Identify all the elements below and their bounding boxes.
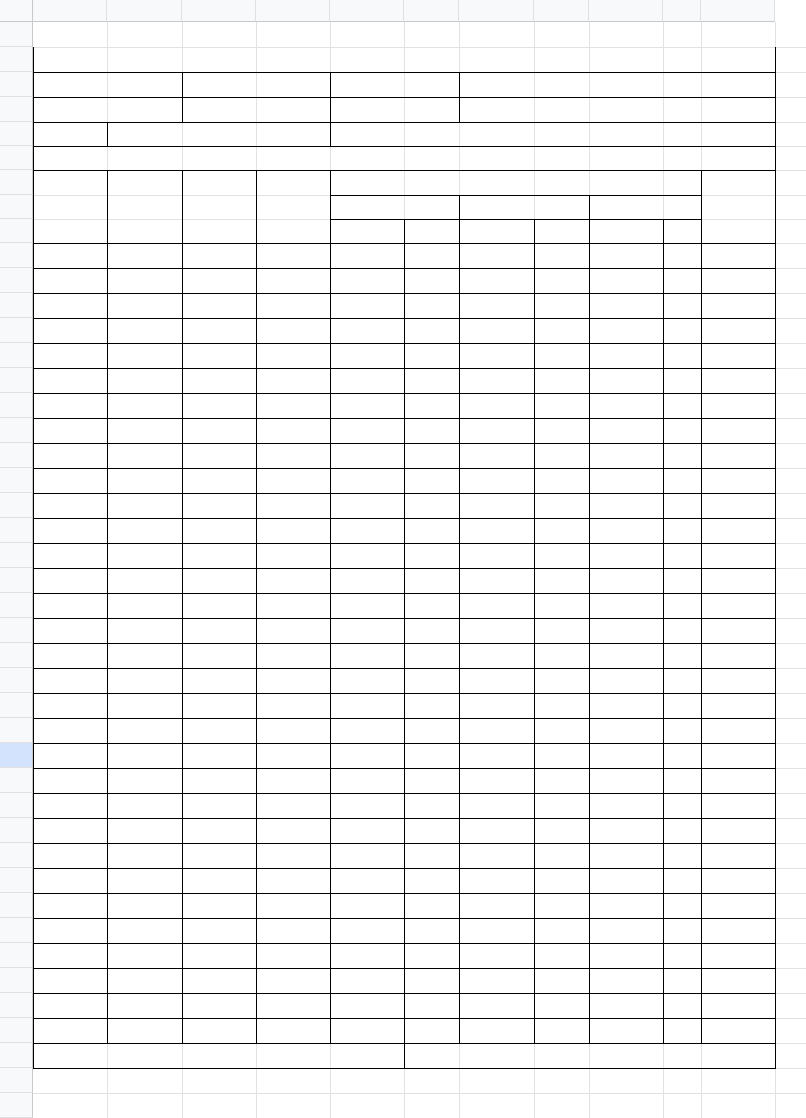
- header-min[interactable]: [330, 195, 459, 219]
- row-header-34[interactable]: [0, 843, 33, 868]
- row-31-sr[interactable]: [33, 968, 107, 993]
- page-title[interactable]: [33, 47, 775, 72]
- row-20-max[interactable]: [459, 693, 549, 718]
- header-dispatch-2[interactable]: [258, 195, 330, 219]
- row-20-sr[interactable]: [33, 693, 107, 718]
- row-9-name[interactable]: [110, 418, 182, 443]
- row-header-30[interactable]: [0, 743, 33, 768]
- row-header-38[interactable]: [0, 943, 33, 968]
- header-max[interactable]: [459, 195, 589, 219]
- row-6-name[interactable]: [110, 343, 182, 368]
- row-header-18[interactable]: [0, 443, 33, 468]
- row-3-arrival[interactable]: [182, 293, 256, 318]
- row-13-min[interactable]: [330, 518, 410, 543]
- border-v: [330, 122, 331, 147]
- row-header-21[interactable]: [0, 518, 33, 543]
- row-18-name[interactable]: [110, 643, 182, 668]
- row-3-name[interactable]: [110, 293, 182, 318]
- row-header-28[interactable]: [0, 693, 33, 718]
- row-6-sr[interactable]: [33, 343, 107, 368]
- row-12-arrival[interactable]: [182, 493, 256, 518]
- row-header-23[interactable]: [0, 568, 33, 593]
- header-arrival-2[interactable]: [186, 195, 256, 219]
- row-header-14[interactable]: [0, 343, 33, 368]
- column-header-B[interactable]: [107, 0, 182, 22]
- row-3-min[interactable]: [330, 293, 410, 318]
- border-v: [256, 170, 257, 1044]
- row-header-29[interactable]: [0, 718, 33, 743]
- row-10-sr[interactable]: [33, 443, 107, 468]
- row-header-10[interactable]: [0, 243, 33, 268]
- row-17-arrival[interactable]: [182, 618, 256, 643]
- row-12-sr[interactable]: [33, 493, 107, 518]
- column-header-D[interactable]: [256, 0, 330, 22]
- row-25-name[interactable]: [110, 818, 182, 843]
- column-header-A[interactable]: [33, 0, 107, 22]
- column-header-K[interactable]: [701, 0, 775, 22]
- row-30-sr[interactable]: [33, 943, 107, 968]
- row-13-max[interactable]: [459, 518, 549, 543]
- row-header-16[interactable]: [0, 393, 33, 418]
- total-value[interactable]: [182, 1018, 252, 1043]
- row-9-max[interactable]: [459, 418, 549, 443]
- row-header-6[interactable]: [0, 146, 33, 170]
- row-header-17[interactable]: [0, 418, 33, 443]
- row-11-name[interactable]: [110, 468, 182, 493]
- row-header-37[interactable]: [0, 918, 33, 943]
- javak-label[interactable]: [33, 72, 182, 97]
- header-special[interactable]: [701, 170, 775, 194]
- row-12-name[interactable]: [110, 493, 182, 518]
- date-value[interactable]: [182, 97, 330, 122]
- header-produce-3[interactable]: [111, 219, 182, 243]
- head-office-phone[interactable]: [459, 72, 775, 97]
- row-header-7[interactable]: [0, 170, 33, 195]
- row-10-max[interactable]: [459, 443, 549, 468]
- row-2-name[interactable]: [110, 268, 182, 293]
- header-paise-1[interactable]: [404, 219, 459, 243]
- row-7-sr[interactable]: [33, 368, 107, 393]
- row-12-modal[interactable]: [589, 493, 665, 518]
- subtitle[interactable]: [33, 146, 775, 170]
- footer-right[interactable]: [404, 1043, 775, 1068]
- head-office-label[interactable]: [330, 72, 459, 97]
- row-23-sr[interactable]: [33, 768, 107, 793]
- border-v: [701, 170, 702, 1044]
- row-17-modal[interactable]: [589, 618, 665, 643]
- row-header-20[interactable]: [0, 493, 33, 518]
- row-17-min[interactable]: [330, 618, 410, 643]
- row-31-name[interactable]: [110, 968, 182, 993]
- gridline-h: [33, 1093, 806, 1094]
- row-20-arrival[interactable]: [182, 693, 256, 718]
- date-label[interactable]: [33, 97, 182, 122]
- row-15-name[interactable]: [110, 568, 182, 593]
- row-header-25[interactable]: [0, 618, 33, 643]
- row-7-name[interactable]: [110, 368, 182, 393]
- row-16-name[interactable]: [110, 593, 182, 618]
- row-13-arrival[interactable]: [182, 518, 256, 543]
- mandi-value[interactable]: [107, 122, 330, 146]
- select-all-corner[interactable]: [0, 0, 33, 22]
- row-29-name[interactable]: [110, 918, 182, 943]
- border-v: [107, 170, 108, 1044]
- row-8-max[interactable]: [459, 393, 549, 418]
- row-8-sr[interactable]: [33, 393, 107, 418]
- row-22-modal[interactable]: [589, 743, 665, 768]
- row-17-sr[interactable]: [33, 618, 107, 643]
- row-21-sr[interactable]: [33, 718, 107, 743]
- row-27-sr[interactable]: [33, 868, 107, 893]
- row-22-min[interactable]: [330, 743, 410, 768]
- column-header-C[interactable]: [182, 0, 256, 22]
- row-32-name[interactable]: [110, 993, 182, 1018]
- column-header-J[interactable]: [663, 0, 701, 22]
- row-2-modal[interactable]: [589, 268, 665, 293]
- row-2-min[interactable]: [330, 268, 410, 293]
- row-22-sr[interactable]: [33, 743, 107, 768]
- day-label[interactable]: [330, 97, 459, 122]
- row-5-sr[interactable]: [33, 318, 107, 343]
- header-paise-5[interactable]: [663, 219, 701, 243]
- row-20-name[interactable]: [110, 693, 182, 718]
- row-8-min[interactable]: [330, 393, 410, 418]
- row-header-5[interactable]: [0, 122, 33, 146]
- row-8-modal[interactable]: [589, 393, 665, 418]
- row-header-3[interactable]: [0, 72, 33, 97]
- row-17-name[interactable]: [110, 618, 182, 643]
- total-label[interactable]: [110, 1018, 182, 1043]
- row-21-name[interactable]: [110, 718, 182, 743]
- row-22-arrival[interactable]: [182, 743, 256, 768]
- row-10-modal[interactable]: [589, 443, 665, 468]
- row-10-min[interactable]: [330, 443, 410, 468]
- row-9-modal[interactable]: [589, 418, 665, 443]
- row-8-arrival[interactable]: [182, 393, 256, 418]
- row-header-31[interactable]: [0, 768, 33, 793]
- column-header-E[interactable]: [330, 0, 404, 22]
- header-rs-4[interactable]: [589, 219, 663, 243]
- header-price[interactable]: [330, 170, 701, 194]
- row-header-33[interactable]: [0, 818, 33, 843]
- row-header-36[interactable]: [0, 893, 33, 918]
- row-header-11[interactable]: [0, 268, 33, 293]
- header-dispatch-1[interactable]: [256, 170, 330, 194]
- row-22-name[interactable]: [110, 743, 182, 768]
- row-32-sr[interactable]: [33, 993, 107, 1018]
- row-30-name[interactable]: [110, 943, 182, 968]
- row-header-40[interactable]: [0, 993, 33, 1018]
- header-rs-0[interactable]: [338, 219, 404, 243]
- row-5-name[interactable]: [110, 318, 182, 343]
- row-18-sr[interactable]: [33, 643, 107, 668]
- row-header-9[interactable]: [0, 219, 33, 243]
- row-header-22[interactable]: [0, 543, 33, 568]
- row-2-max[interactable]: [459, 268, 549, 293]
- header-rs-2[interactable]: [467, 219, 534, 243]
- row-3-modal[interactable]: [589, 293, 665, 318]
- row-header-12[interactable]: [0, 293, 33, 318]
- row-8-name[interactable]: [110, 393, 182, 418]
- row-28-sr[interactable]: [33, 893, 107, 918]
- row-26-name[interactable]: [110, 843, 182, 868]
- row-header-42[interactable]: [0, 1043, 33, 1068]
- row-23-name[interactable]: [110, 768, 182, 793]
- row-header-15[interactable]: [0, 368, 33, 393]
- row-header-2[interactable]: [0, 47, 33, 72]
- row-14-name[interactable]: [110, 543, 182, 568]
- header-arrival-1[interactable]: [186, 170, 256, 194]
- row-12-max[interactable]: [459, 493, 549, 518]
- row-header-19[interactable]: [0, 468, 33, 493]
- row-17-max[interactable]: [459, 618, 549, 643]
- row-header-13[interactable]: [0, 318, 33, 343]
- header-paise-3[interactable]: [534, 219, 589, 243]
- row-header-1[interactable]: [0, 22, 33, 47]
- row-24-sr[interactable]: [33, 793, 107, 818]
- row-16-sr[interactable]: [33, 593, 107, 618]
- row-10-name[interactable]: [110, 443, 182, 468]
- row-19-name[interactable]: [110, 668, 182, 693]
- row-19-sr[interactable]: [33, 668, 107, 693]
- header-modal[interactable]: [589, 195, 701, 219]
- column-header-F[interactable]: [404, 0, 459, 22]
- row-26-sr[interactable]: [33, 843, 107, 868]
- row-24-name[interactable]: [110, 793, 182, 818]
- column-header-H[interactable]: [534, 0, 589, 22]
- header-sr[interactable]: [33, 170, 107, 194]
- row-header-43[interactable]: [0, 1068, 33, 1093]
- row-header-27[interactable]: [0, 668, 33, 693]
- row-1-name[interactable]: [110, 243, 182, 268]
- row-header-39[interactable]: [0, 968, 33, 993]
- row-14-sr[interactable]: [33, 543, 107, 568]
- header-produce-2[interactable]: [111, 195, 182, 219]
- row-28-name[interactable]: [110, 893, 182, 918]
- row-header-26[interactable]: [0, 643, 33, 668]
- row-9-min[interactable]: [330, 418, 410, 443]
- row-header-24[interactable]: [0, 593, 33, 618]
- row-11-sr[interactable]: [33, 468, 107, 493]
- row-13-modal[interactable]: [589, 518, 665, 543]
- footer-left[interactable]: [33, 1043, 404, 1068]
- row-1-sr[interactable]: [33, 243, 107, 268]
- header-produce-1[interactable]: [111, 170, 182, 194]
- row-9-arrival[interactable]: [182, 418, 256, 443]
- row-2-sr[interactable]: [33, 268, 107, 293]
- row-9-sr[interactable]: [33, 418, 107, 443]
- border-v: [775, 47, 776, 1069]
- row-3-sr[interactable]: [33, 293, 107, 318]
- row-header-32[interactable]: [0, 793, 33, 818]
- column-header-G[interactable]: [459, 0, 534, 22]
- row-12-min[interactable]: [330, 493, 410, 518]
- row-header-35[interactable]: [0, 868, 33, 893]
- row-15-sr[interactable]: [33, 568, 107, 593]
- row-29-sr[interactable]: [33, 918, 107, 943]
- row-header-41[interactable]: [0, 1018, 33, 1043]
- row-2-arrival[interactable]: [182, 268, 256, 293]
- row-27-name[interactable]: [110, 868, 182, 893]
- row-header-44[interactable]: [0, 1093, 33, 1118]
- column-header-I[interactable]: [589, 0, 663, 22]
- row-13-sr[interactable]: [33, 518, 107, 543]
- row-13-name[interactable]: [110, 518, 182, 543]
- day-value[interactable]: [459, 97, 775, 122]
- row-header-8[interactable]: [0, 195, 33, 219]
- row-10-arrival[interactable]: [182, 443, 256, 468]
- row-3-max[interactable]: [459, 293, 549, 318]
- row-20-modal[interactable]: [589, 693, 665, 718]
- row-20-min[interactable]: [330, 693, 410, 718]
- row-25-sr[interactable]: [33, 818, 107, 843]
- row-header-4[interactable]: [0, 97, 33, 122]
- row-22-max[interactable]: [459, 743, 549, 768]
